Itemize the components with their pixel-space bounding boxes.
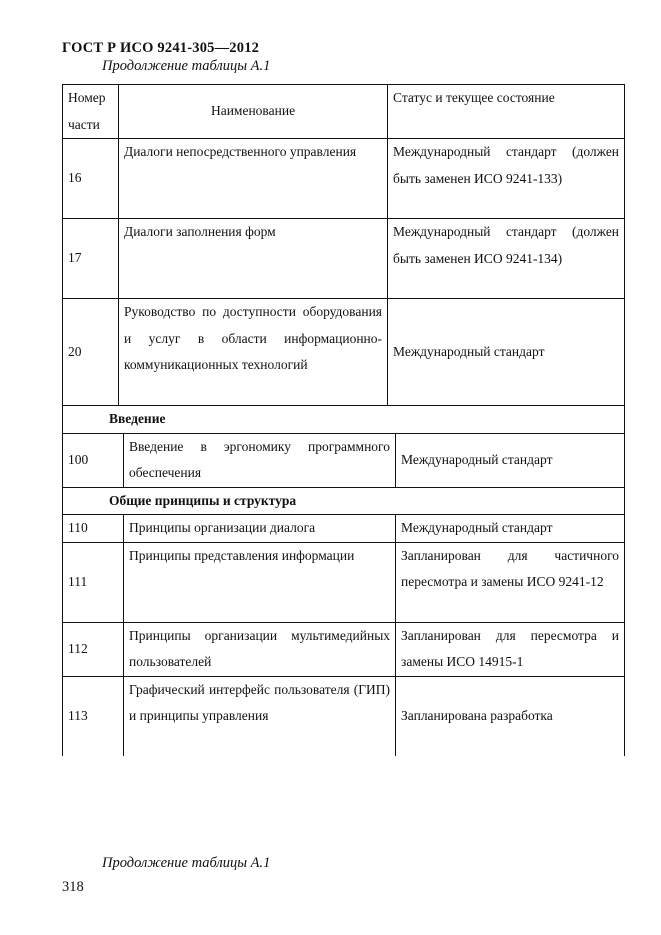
row-status: Международный стандарт (должен быть заменен ИСО 9241-134)	[388, 219, 625, 299]
table-continuation-caption-bottom: Продолжение таблицы А.1	[102, 855, 271, 871]
row-status: Международный стандарт	[388, 299, 625, 406]
row-part: 17	[63, 219, 119, 299]
table-row	[63, 622, 625, 676]
document-title: ГОСТ Р ИСО 9241-305—2012	[62, 40, 260, 56]
table-row	[63, 676, 625, 756]
row-status: Запланирован для частичного пересмотра и замены ИСО 9241-12	[396, 542, 625, 622]
row-part: 112	[63, 622, 124, 676]
table-header-row	[63, 85, 625, 139]
header-part-line2: части	[68, 116, 100, 132]
section-row	[63, 487, 625, 515]
row-status: Международный стандарт (должен быть заменен ИСО 9241-133)	[388, 139, 625, 219]
row-status: Международный стандарт	[396, 433, 625, 487]
header-part-line1: Номер	[68, 90, 106, 105]
row-name: Руководство по доступности оборудования и услуг в области информационно-коммуникационных технологий	[119, 299, 388, 406]
section-heading-intro: Введение	[63, 406, 625, 434]
row-name: Диалоги заполнения форм	[119, 219, 388, 299]
row-name: Введение в эргономику программного обеспечения	[124, 433, 396, 487]
page-number: 318	[62, 879, 84, 895]
table-row	[63, 433, 625, 487]
row-part: 113	[63, 676, 124, 756]
row-name: Принципы организации диалога	[124, 515, 396, 543]
table-row	[63, 139, 625, 219]
row-part: 20	[63, 299, 119, 406]
row-name: Диалоги непосредственного управления	[119, 139, 388, 219]
row-part: 110	[63, 515, 124, 543]
header-name: Наименование	[119, 85, 388, 139]
row-name: Графический интерфейс пользователя (ГИП) и принципы управления	[124, 676, 396, 756]
standards-table	[62, 84, 625, 756]
row-part: 100	[63, 433, 124, 487]
header-part-number	[63, 85, 119, 139]
row-status: Запланирована разработка	[396, 676, 625, 756]
table-row	[63, 219, 625, 299]
table-row	[63, 515, 625, 543]
table-row	[63, 542, 625, 622]
section-row	[63, 406, 625, 434]
section-heading-general: Общие принципы и структура	[63, 487, 625, 515]
row-part: 16	[63, 139, 119, 219]
header-status: Статус и текущее состояние	[388, 85, 625, 139]
row-part: 111	[63, 542, 124, 622]
row-name: Принципы представления информации	[124, 542, 396, 622]
table-row	[63, 299, 625, 406]
row-status: Международный стандарт	[396, 515, 625, 543]
table-continuation-caption: Продолжение таблицы А.1	[102, 58, 271, 74]
row-status: Запланирован для пересмотра и замены ИСО 14915-1	[396, 622, 625, 676]
row-name: Принципы организации мультимедийных пользователей	[124, 622, 396, 676]
